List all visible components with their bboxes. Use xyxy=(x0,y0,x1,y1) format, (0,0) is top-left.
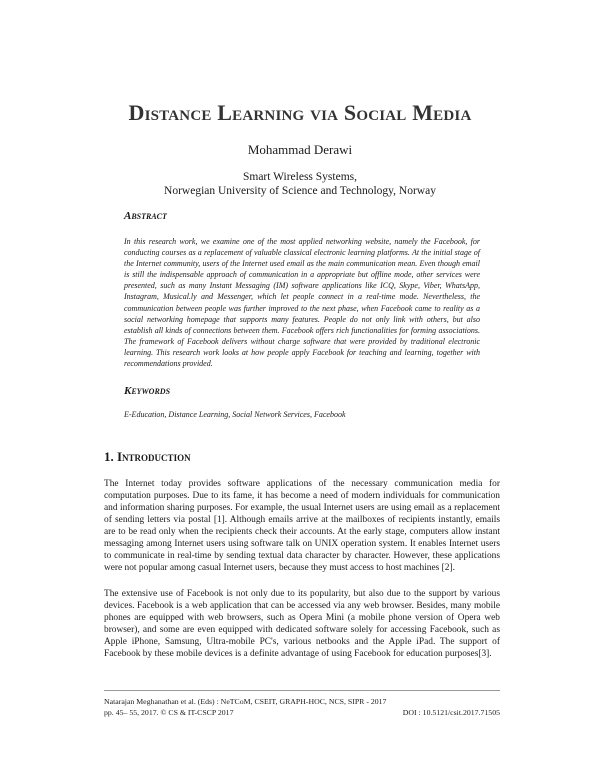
introduction-paragraph-1: The Internet today provides software applications of the necessary communication media for computation purposes. Due to its fame, it has become a need of modern individuals for communication and information sharing purposes. For example, the usual Internet users are using email as a replacement of sending letters via postal [1]. Although emails arrive at the mailboxes of recipients instantly, emails are to be read only when the recipients check their accounts. At the early stage, computers allow instant messaging among Internet users using software talk on UNIX operation system. It enables Internet users to communicate in real-time by sending textual data character by character. However, these applications were not popular among casual Internet users, because they must access to host machines [2]. xyxy=(104,479,500,574)
footer-row xyxy=(104,708,500,719)
footer-pages: pp. 45– 55, 2017. © CS & IT-CSCP 2017 xyxy=(104,707,234,717)
introduction-paragraph-2: The extensive use of Facebook is not only due to its popularity, but also due to the support by various devices. Facebook is a web application that can be accessed via any web browser. Besides, many mobile phones are equipped with web browsers, such as Opera Mini (a mobile phone version of Opera web browser), and some are even equipped with dedicated software solely for accessing Facebook, such as Apple iPhone, Samsung, Ultra-mobile PC's, various netbooks and the Apple iPad. The support of Facebook by these mobile devices is a definite advantage of using Facebook for education purposes[3]. xyxy=(104,589,500,660)
paper-title: Distance Learning via Social Media xyxy=(128,100,472,125)
abstract-heading: Abstract xyxy=(124,210,167,222)
author-name: Mohammad Derawi xyxy=(247,142,353,157)
footer-proceedings: Natarajan Meghanathan et al. (Eds) : NeTCoM, CSEIT, GRAPH-HOC, NCS, SIPR - 2017 xyxy=(104,697,387,706)
affiliation-line-1: Smart Wireless Systems, xyxy=(242,171,357,183)
keywords-text: E-Education, Distance Learning, Social Network Services, Facebook xyxy=(124,410,346,419)
page-footer xyxy=(104,697,500,718)
footer-doi: DOI : 10.5121/csit.2017.71505 xyxy=(402,707,500,717)
author-affiliation xyxy=(80,170,520,198)
abstract-text: In this research work, we examine one of the most applied networking website, namely the Facebook, for conducting courses as a replacement of valuable classical electronic learning platforms. At the initial stage of the Internet community, users of the Internet used email as the main communication mean. Even though email is still the indispensable approach of communication in a appropriate but offline mode, other services were presented, such as many Instant Messaging (IM) software applications like ICQ, Skype, Viber, WhatsApp, Instagram, Musical.ly and Messenger, which let people connect in a real-time mode. Nevertheless, the communication between people was further improved to the next phase, when Facebook came to reality as a social networking homepage that supports many features. People do not only link with others, but also establish all kinds of connections between them. Facebook offers rich functionalities for forming associations. The framework of Facebook delivers without charge software that were provided by traditional electronic learning. This research work looks at how people apply Facebook for teaching and learning, together with recommendations provided. xyxy=(124,237,480,369)
introduction-heading: 1. Introduction xyxy=(104,449,191,464)
keywords-heading: Keywords xyxy=(124,385,171,397)
affiliation-line-2: Norwegian University of Science and Technology, Norway xyxy=(164,185,436,197)
footer-rule xyxy=(104,690,500,691)
